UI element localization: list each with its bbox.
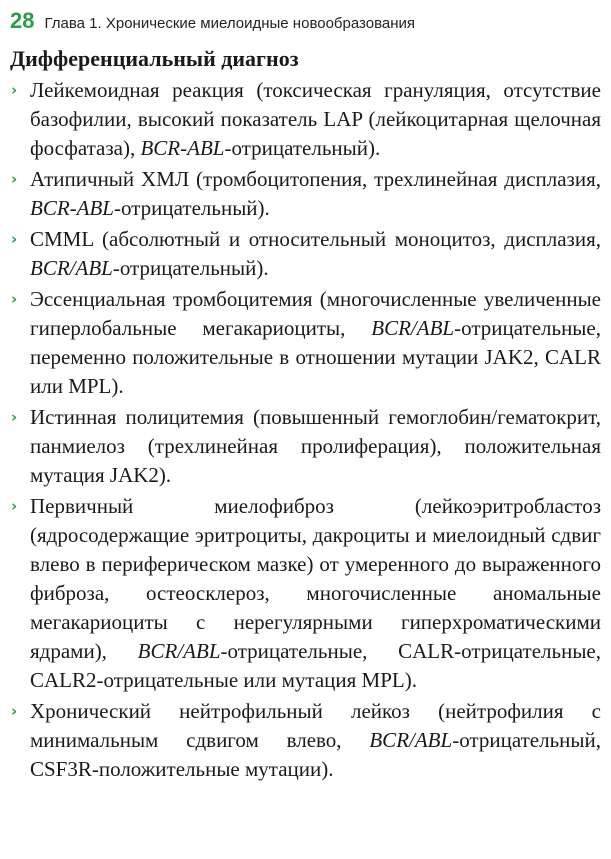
running-header: [10, 8, 601, 38]
bullet-arrow-icon: ›: [11, 81, 18, 99]
chapter-title: Глава 1. Хронические миелоидные новообразования: [44, 15, 416, 32]
item-text: Хронический нейтрофильный лейкоз (нейтрофилия с минимальным сдвигом влево,: [30, 699, 601, 752]
item-text-tail: -отрицательный).: [224, 136, 381, 160]
item-text: Первичный миелофиброз (лейкоэритробластоз (ядросодержащие эритроциты, дакроциты и миелоидный сдвиг влево в периферическом мазке) от умеренного до выраженного фиброза, остеосклероз, многочисленные аномальные мегакариоциты с нерегулярными гиперхроматическими ядрами),: [30, 494, 601, 663]
gene-name: BCR/ABL: [369, 728, 453, 752]
gene-name: BCR-ABL: [140, 136, 225, 160]
item-text-tail: -отрицательный, CSF3R-положительные мутации).: [30, 728, 601, 781]
page-number: 28: [10, 8, 35, 33]
diagnosis-list: [10, 76, 601, 784]
item-text: Лейкемоидная реакция (токсическая грануляция, отсутствие базофилии, высокий показатель LAP (лейкоцитарная щелочная фосфатаза),: [30, 78, 601, 160]
item-text: Истинная полицитемия (повышенный гемоглобин/гематокрит, панмиелоз (трехлинейная пролиферация), положительная мутация JAK2).: [30, 405, 601, 487]
list-item-cmml: [10, 225, 601, 283]
bullet-arrow-icon: ›: [11, 497, 18, 515]
bullet-arrow-icon: ›: [11, 290, 18, 308]
item-text-tail: -отрицательные, переменно положительные в отношении мутации JAK2, CALR или MPL).: [30, 316, 601, 398]
list-item-essential-thrombocythemia: [10, 285, 601, 401]
list-item-polycythemia-vera: [10, 403, 601, 490]
gene-name: BCR/ABL: [137, 639, 221, 663]
list-item-chronic-neutrophilic-leukemia: [10, 697, 601, 784]
bullet-arrow-icon: ›: [11, 170, 18, 188]
bullet-arrow-icon: ›: [11, 230, 18, 248]
bullet-arrow-icon: ›: [11, 408, 18, 426]
gene-name: BCR/ABL: [371, 316, 455, 340]
item-text: Эссенциальная тромбоцитемия (многочисленные увеличенные гиперлобальные мегакариоциты,: [30, 287, 601, 340]
section-title: Дифференциальный диагноз: [10, 46, 299, 71]
list-item-primary-myelofibrosis: [10, 492, 601, 695]
item-text: Атипичный ХМЛ (тромбоцитопения, трехлинейная дисплазия,: [30, 167, 601, 191]
list-item-leukemoid-reaction: [10, 76, 601, 163]
gene-name: BCR/ABL: [30, 256, 113, 280]
item-text-tail: -отрицательные, CALR-отрицательные, CALR2-отрицательные или мутация MPL).: [30, 639, 602, 692]
list-item-atypical-cml: [10, 165, 601, 223]
item-text-tail: -отрицательный).: [114, 196, 270, 220]
bullet-arrow-icon: ›: [11, 702, 18, 720]
item-text-tail: -отрицательный).: [112, 256, 269, 280]
item-text: CMML (абсолютный и относительный моноцитоз, дисплазия,: [30, 227, 601, 251]
gene-name: BCR-ABL: [30, 196, 114, 220]
